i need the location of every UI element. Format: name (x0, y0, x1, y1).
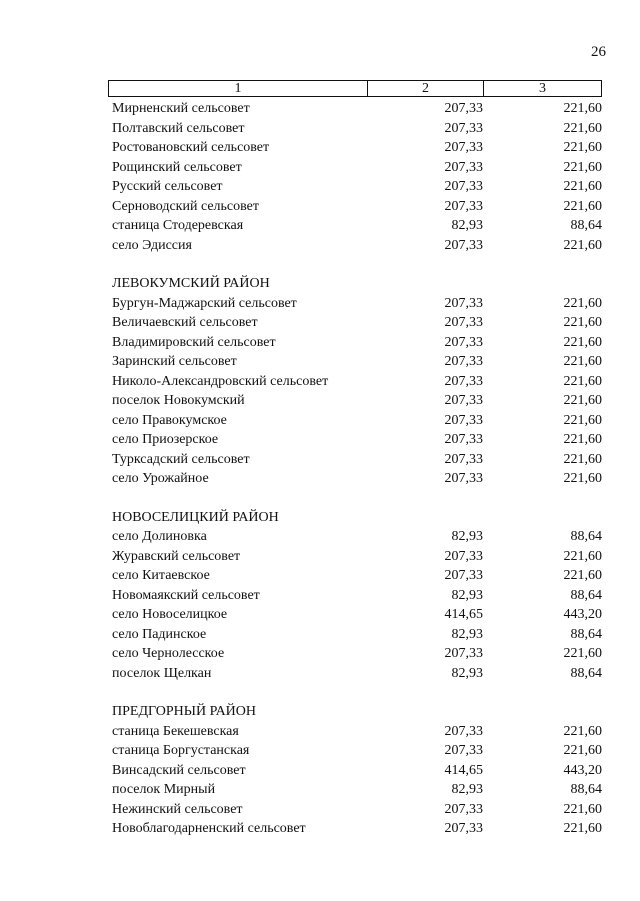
table-row (0, 158, 640, 178)
value-column-2: 414,65 (444, 762, 483, 778)
settlement-name: поселок Новокумский (112, 393, 245, 408)
value-column-3: 221,60 (563, 568, 602, 583)
settlement-name: станица Боргустанская (112, 743, 250, 758)
column-header-1: 1 (109, 81, 368, 97)
table-row (0, 294, 640, 314)
table-row (0, 547, 640, 567)
value-column-3: 221,60 (563, 548, 602, 564)
value-column-3: 221,60 (563, 198, 602, 214)
value-column-2: 207,33 (444, 568, 483, 583)
value-column-2: 82,93 (451, 782, 483, 797)
table-row (0, 469, 640, 489)
table-row (0, 197, 640, 217)
value-column-2: 207,33 (444, 451, 483, 467)
value-column-2: 207,33 (444, 432, 483, 447)
table-row (0, 352, 640, 372)
value-column-3: 221,60 (563, 315, 602, 330)
value-column-3: 221,60 (563, 723, 602, 739)
value-column-2: 207,33 (444, 723, 483, 739)
table-row (0, 819, 640, 839)
value-column-3: 88,64 (570, 665, 602, 681)
value-column-3: 221,60 (563, 821, 602, 836)
table-row (0, 430, 640, 450)
value-column-2: 207,33 (444, 198, 483, 214)
settlement-name: Ростовановский сельсовет (112, 140, 270, 155)
section-spacer (0, 683, 640, 702)
value-column-3: 221,60 (563, 334, 602, 350)
settlement-name: Винсадский сельсовет (112, 762, 246, 778)
table-row (0, 313, 640, 333)
value-column-2: 207,33 (444, 646, 483, 661)
section-spacer (0, 489, 640, 508)
value-column-3: 88,64 (570, 587, 602, 603)
value-column-2: 82,93 (451, 529, 483, 544)
settlement-name: Владимировский сельсовет (112, 334, 276, 350)
table-row (0, 586, 640, 606)
value-column-3: 221,60 (563, 354, 602, 369)
value-column-2: 207,33 (444, 354, 483, 369)
page-number: 26 (591, 44, 606, 60)
value-column-2: 82,93 (451, 218, 483, 233)
settlement-name: Журавский сельсовет (112, 548, 241, 564)
value-column-3: 221,60 (563, 432, 602, 447)
value-column-2: 207,33 (444, 295, 483, 311)
value-column-3: 443,20 (563, 607, 602, 622)
settlement-name: Бургун-Маджарский сельсовет (112, 295, 297, 311)
table-row (0, 780, 640, 800)
district-heading (0, 274, 640, 294)
value-column-2: 207,33 (444, 334, 483, 350)
value-column-2: 207,33 (444, 412, 483, 428)
settlement-name: Турксадский сельсовет (112, 451, 250, 467)
table-row (0, 625, 640, 645)
value-column-3: 443,20 (563, 762, 602, 778)
table-row (0, 138, 640, 158)
value-column-2: 207,33 (444, 140, 483, 155)
value-column-2: 207,33 (444, 159, 483, 175)
value-column-3: 221,60 (563, 295, 602, 311)
value-column-2: 207,33 (444, 548, 483, 564)
settlement-name: поселок Щелкан (112, 665, 212, 681)
value-column-2: 207,33 (444, 120, 483, 136)
table-row (0, 391, 640, 411)
settlement-name: Мирненский сельсовет (112, 101, 250, 116)
settlement-name: Величаевский сельсовет (112, 315, 258, 330)
value-column-3: 221,60 (563, 140, 602, 155)
value-column-3: 88,64 (570, 218, 602, 233)
value-column-3: 221,60 (563, 471, 602, 486)
district-heading-text: НОВОСЕЛИЦКИЙ РАЙОН (112, 509, 279, 525)
table-body (0, 99, 640, 839)
district-heading-text: ЛЕВОКУМСКИЙ РАЙОН (112, 276, 270, 291)
value-column-2: 207,33 (444, 821, 483, 836)
value-column-3: 88,64 (570, 626, 602, 642)
table-row (0, 664, 640, 684)
settlement-name: село Долиновка (112, 529, 207, 544)
table-row (0, 644, 640, 664)
settlement-name: село Приозерское (112, 432, 219, 447)
table-row (0, 566, 640, 586)
settlement-name: село Правокумское (112, 412, 227, 428)
value-column-3: 88,64 (570, 529, 602, 544)
value-column-2: 207,33 (444, 373, 483, 389)
column-header-3: 3 (484, 81, 602, 97)
value-column-2: 207,33 (444, 101, 483, 116)
settlement-name: село Китаевское (112, 568, 210, 583)
value-column-3: 221,60 (563, 159, 602, 175)
value-column-2: 207,33 (444, 179, 483, 194)
table-row (0, 411, 640, 431)
table-row (0, 99, 640, 119)
settlement-name: поселок Мирный (112, 782, 216, 797)
table-row (0, 527, 640, 547)
value-column-2: 207,33 (444, 315, 483, 330)
table-row (0, 605, 640, 625)
value-column-3: 221,60 (563, 373, 602, 389)
value-column-3: 221,60 (563, 801, 602, 817)
value-column-3: 221,60 (563, 120, 602, 136)
table-row (0, 741, 640, 761)
settlement-name: станица Стодеревская (112, 218, 244, 233)
settlement-name: село Новоселицкое (112, 607, 228, 622)
settlement-name: село Чернолесское (112, 646, 225, 661)
settlement-name: село Падинское (112, 626, 207, 642)
settlement-name: Серноводский сельсовет (112, 198, 259, 214)
value-column-3: 221,60 (563, 393, 602, 408)
table-row (0, 450, 640, 470)
settlement-name: Полтавский сельсовет (112, 120, 245, 136)
table-row (0, 236, 640, 256)
district-heading (0, 508, 640, 528)
value-column-2: 207,33 (444, 237, 483, 253)
district-heading-text: ПРЕДГОРНЫЙ РАЙОН (112, 704, 257, 719)
table-row (0, 761, 640, 781)
settlement-name: Рощинский сельсовет (112, 159, 242, 175)
table-row (0, 800, 640, 820)
value-column-2: 207,33 (444, 393, 483, 408)
table-row (0, 119, 640, 139)
table-row (0, 722, 640, 742)
value-column-2: 207,33 (444, 801, 483, 817)
value-column-2: 82,93 (451, 665, 483, 681)
table-row (0, 216, 640, 236)
settlement-name: Русский сельсовет (112, 179, 223, 194)
value-column-3: 221,60 (563, 101, 602, 116)
settlement-name: Новомаякский сельсовет (112, 587, 260, 603)
settlement-name: Новоблагодарненский сельсовет (112, 821, 306, 836)
value-column-3: 221,60 (563, 179, 602, 194)
settlement-name: село Урожайное (112, 471, 209, 486)
table-row (0, 372, 640, 392)
value-column-2: 414,65 (444, 607, 483, 622)
district-heading (0, 702, 640, 722)
column-header-2: 2 (368, 81, 484, 97)
value-column-2: 82,93 (451, 587, 483, 603)
value-column-3: 221,60 (563, 646, 602, 661)
settlement-name: Заринский сельсовет (112, 354, 237, 369)
settlement-name: станица Бекешевская (112, 723, 239, 739)
value-column-3: 221,60 (563, 412, 602, 428)
table-row (0, 333, 640, 353)
settlement-name: Нежинский сельсовет (112, 801, 243, 817)
table-row (0, 177, 640, 197)
settlement-name: село Эдиссия (112, 237, 192, 253)
value-column-2: 82,93 (451, 626, 483, 642)
value-column-3: 221,60 (563, 237, 602, 253)
value-column-2: 207,33 (444, 471, 483, 486)
value-column-3: 221,60 (563, 451, 602, 467)
section-spacer (0, 255, 640, 274)
table-header (108, 80, 602, 97)
settlement-name: Николо-Александровский сельсовет (112, 373, 329, 389)
value-column-3: 221,60 (563, 743, 602, 758)
value-column-3: 88,64 (570, 782, 602, 797)
value-column-2: 207,33 (444, 743, 483, 758)
